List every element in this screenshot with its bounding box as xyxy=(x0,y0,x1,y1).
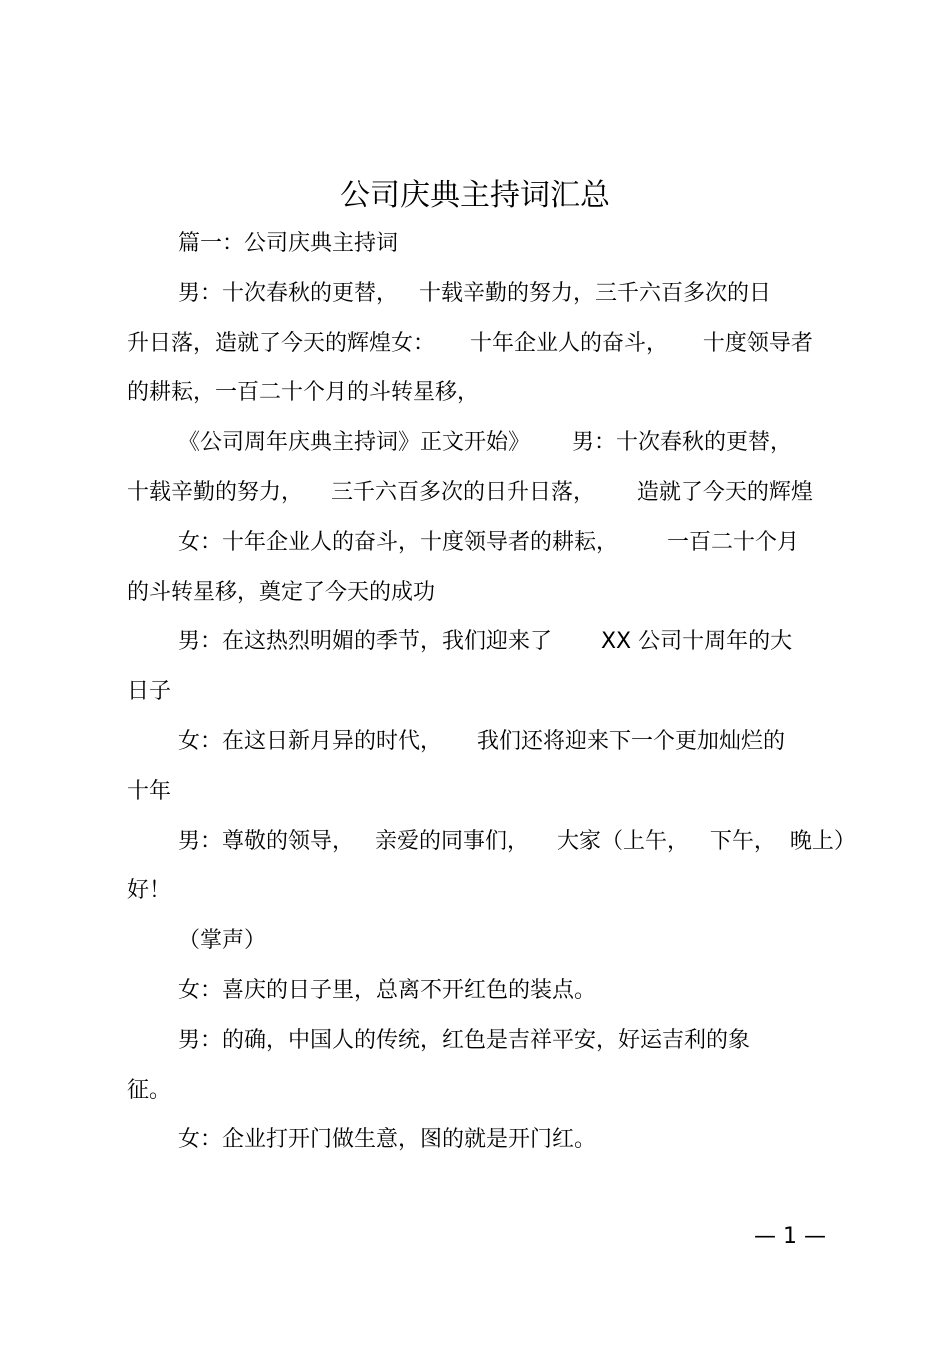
paragraph-line: 升日落，造就了今天的辉煌女： 十年企业人的奋斗， 十度领导者 xyxy=(127,331,813,356)
paragraph-line: 女：企业打开门做生意，图的就是开门红。 xyxy=(178,1127,597,1152)
paragraph-line: 女：在这日新月异的时代， 我们还将迎来下一个更加灿烂的 xyxy=(178,729,785,754)
paragraph-line: 女：喜庆的日子里，总离不开红色的装点。 xyxy=(178,978,597,1003)
paragraph-line: 十年 xyxy=(127,779,172,804)
paragraph-line: 的耕耘，一百二十个月的斗转星移， xyxy=(127,380,480,405)
paragraph-line: 好！ xyxy=(127,878,172,903)
page-number: — 1 — xyxy=(754,1224,826,1249)
paragraph-line: 男：十次春秋的更替， 十载辛勤的努力，三千六百多次的日 xyxy=(178,281,771,306)
paragraph-line: 男：在这热烈明媚的季节，我们迎来了 XX 公司十周年的大 xyxy=(178,629,793,654)
paragraph-line: （掌声） xyxy=(178,928,267,953)
paragraph-line: 的斗转星移，奠定了今天的成功 xyxy=(127,580,436,605)
paragraph-line: 征。 xyxy=(127,1078,172,1103)
paragraph-line: 《公司周年庆典主持词》正文开始》 男：十次春秋的更替， xyxy=(178,430,792,455)
paragraph-line: 日子 xyxy=(127,679,172,704)
paragraph-line: 男：的确，中国人的传统，红色是吉祥平安，好运吉利的象 xyxy=(178,1028,751,1053)
paragraph-line: 女：十年企业人的奋斗，十度领导者的耕耘， 一百二十个月 xyxy=(178,530,799,555)
section-heading: 篇一：公司庆典主持词 xyxy=(178,231,399,256)
paragraph-line: 男：尊敬的领导， 亲爱的同事们， 大家（上午， 下午， 晚上） xyxy=(178,829,856,854)
document-title: 公司庆典主持词汇总 xyxy=(340,178,610,213)
paragraph-line: 十载辛勤的努力， 三千六百多次的日升日落， 造就了今天的辉煌 xyxy=(127,480,813,505)
